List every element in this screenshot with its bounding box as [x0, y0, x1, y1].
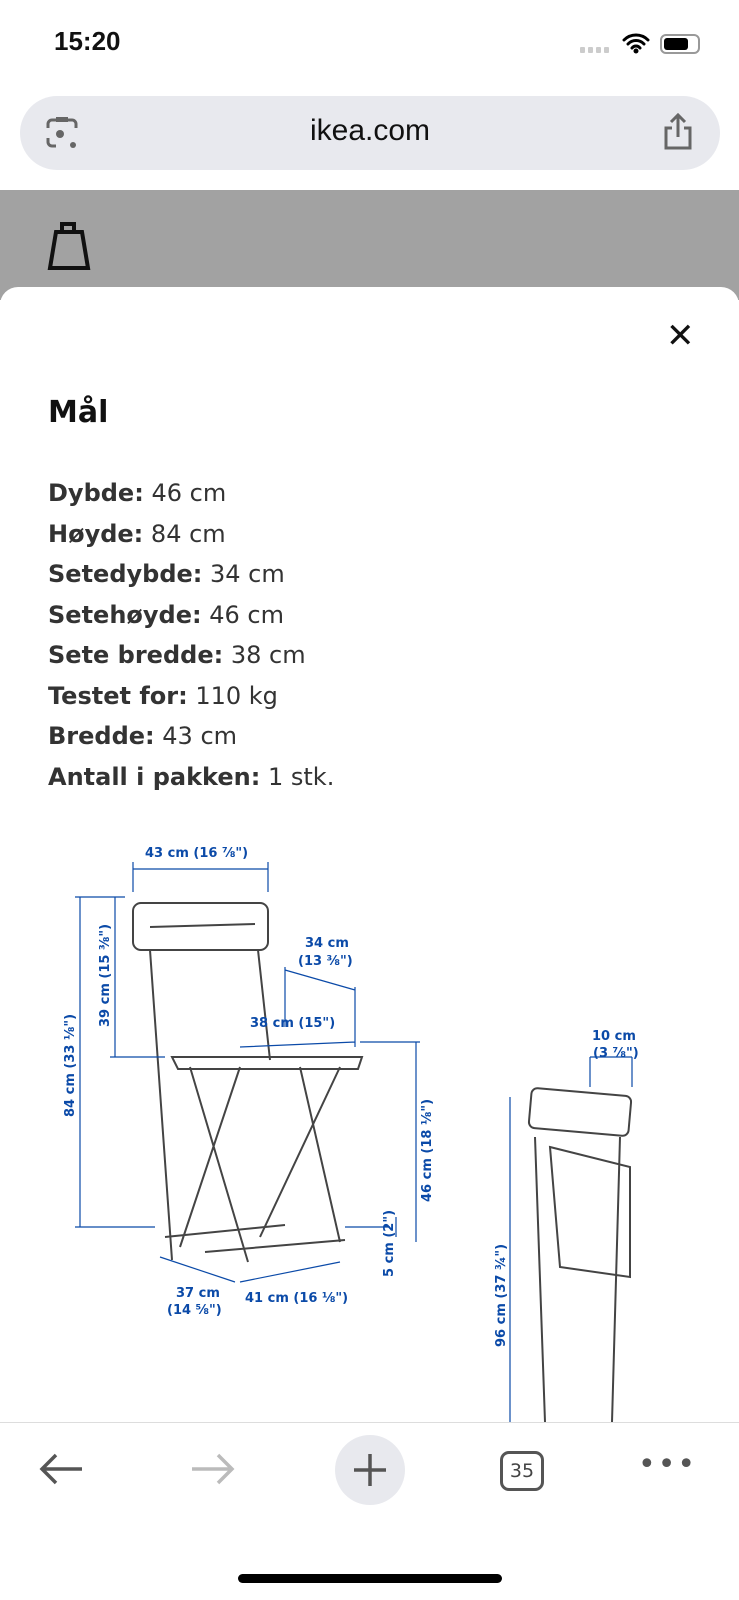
width-label: 43 cm (16 ⅞")	[145, 846, 249, 861]
height-label: 84 cm (33 ⅛")	[63, 1013, 78, 1117]
spec-row: Antall i pakken: 1 stk.	[48, 762, 335, 791]
depth-label: 37 cm	[176, 1286, 220, 1301]
spec-row: Bredde: 43 cm	[48, 722, 238, 750]
home-indicator	[238, 1574, 502, 1583]
clock: 15:20	[54, 26, 121, 56]
spec-row: Sete bredde: 38 cm	[48, 641, 306, 669]
foot-label: 5 cm (2")	[382, 1209, 397, 1277]
new-tab-button[interactable]	[335, 1435, 405, 1505]
spec-row: Dybde: 46 cm	[48, 479, 227, 507]
folded-chair-drawing	[528, 1088, 631, 1422]
status-bar	[0, 0, 739, 90]
spec-row: Setehøyde: 46 cm	[48, 600, 284, 629]
address-bar[interactable]	[20, 96, 720, 170]
tab-switcher-button[interactable]: 35	[500, 1451, 544, 1491]
dimensions-sheet	[0, 287, 739, 1422]
seat-depth-label: 34 cm	[305, 936, 349, 951]
depth-inch-label: (14 ⅝")	[167, 1303, 222, 1318]
spec-row: Høyde: 84 cm	[48, 519, 226, 548]
shopping-bag-icon	[46, 222, 94, 272]
back-arrow-icon[interactable]	[38, 1451, 84, 1487]
seat-width-label: 38 cm (15")	[250, 1016, 336, 1031]
close-icon[interactable]: ✕	[666, 316, 695, 356]
spec-row: Testet for: 110 kg	[48, 681, 278, 710]
spec-list	[48, 473, 334, 797]
dimension-lines	[75, 862, 632, 1422]
more-icon[interactable]: •••	[638, 1447, 698, 1482]
plus-icon	[335, 1435, 405, 1505]
back-height-label: 39 cm (15 ⅜")	[98, 923, 113, 1027]
spec-row: Setedybde: 34 cm	[48, 560, 285, 588]
battery-icon	[660, 34, 700, 54]
seat-depth-inch-label: (13 ⅜")	[298, 954, 353, 969]
share-icon[interactable]	[662, 112, 694, 152]
folded-height-label: 96 cm (37 ¾")	[494, 1243, 509, 1347]
page-overlay	[0, 190, 739, 300]
url-text[interactable]: ikea.com	[309, 114, 431, 147]
sheet-title: Mål	[48, 395, 109, 430]
wifi-icon	[622, 32, 650, 54]
seat-height-label: 46 cm (18 ⅛")	[420, 1098, 435, 1202]
dimension-diagram	[0, 817, 739, 1422]
folded-depth-label: 10 cm	[592, 1029, 636, 1044]
folded-depth-inch-label: (3 ⅞")	[593, 1046, 639, 1061]
base-label: 41 cm (16 ⅛")	[245, 1291, 349, 1306]
signal-icon	[580, 47, 609, 53]
forward-arrow-icon[interactable]	[190, 1451, 236, 1487]
